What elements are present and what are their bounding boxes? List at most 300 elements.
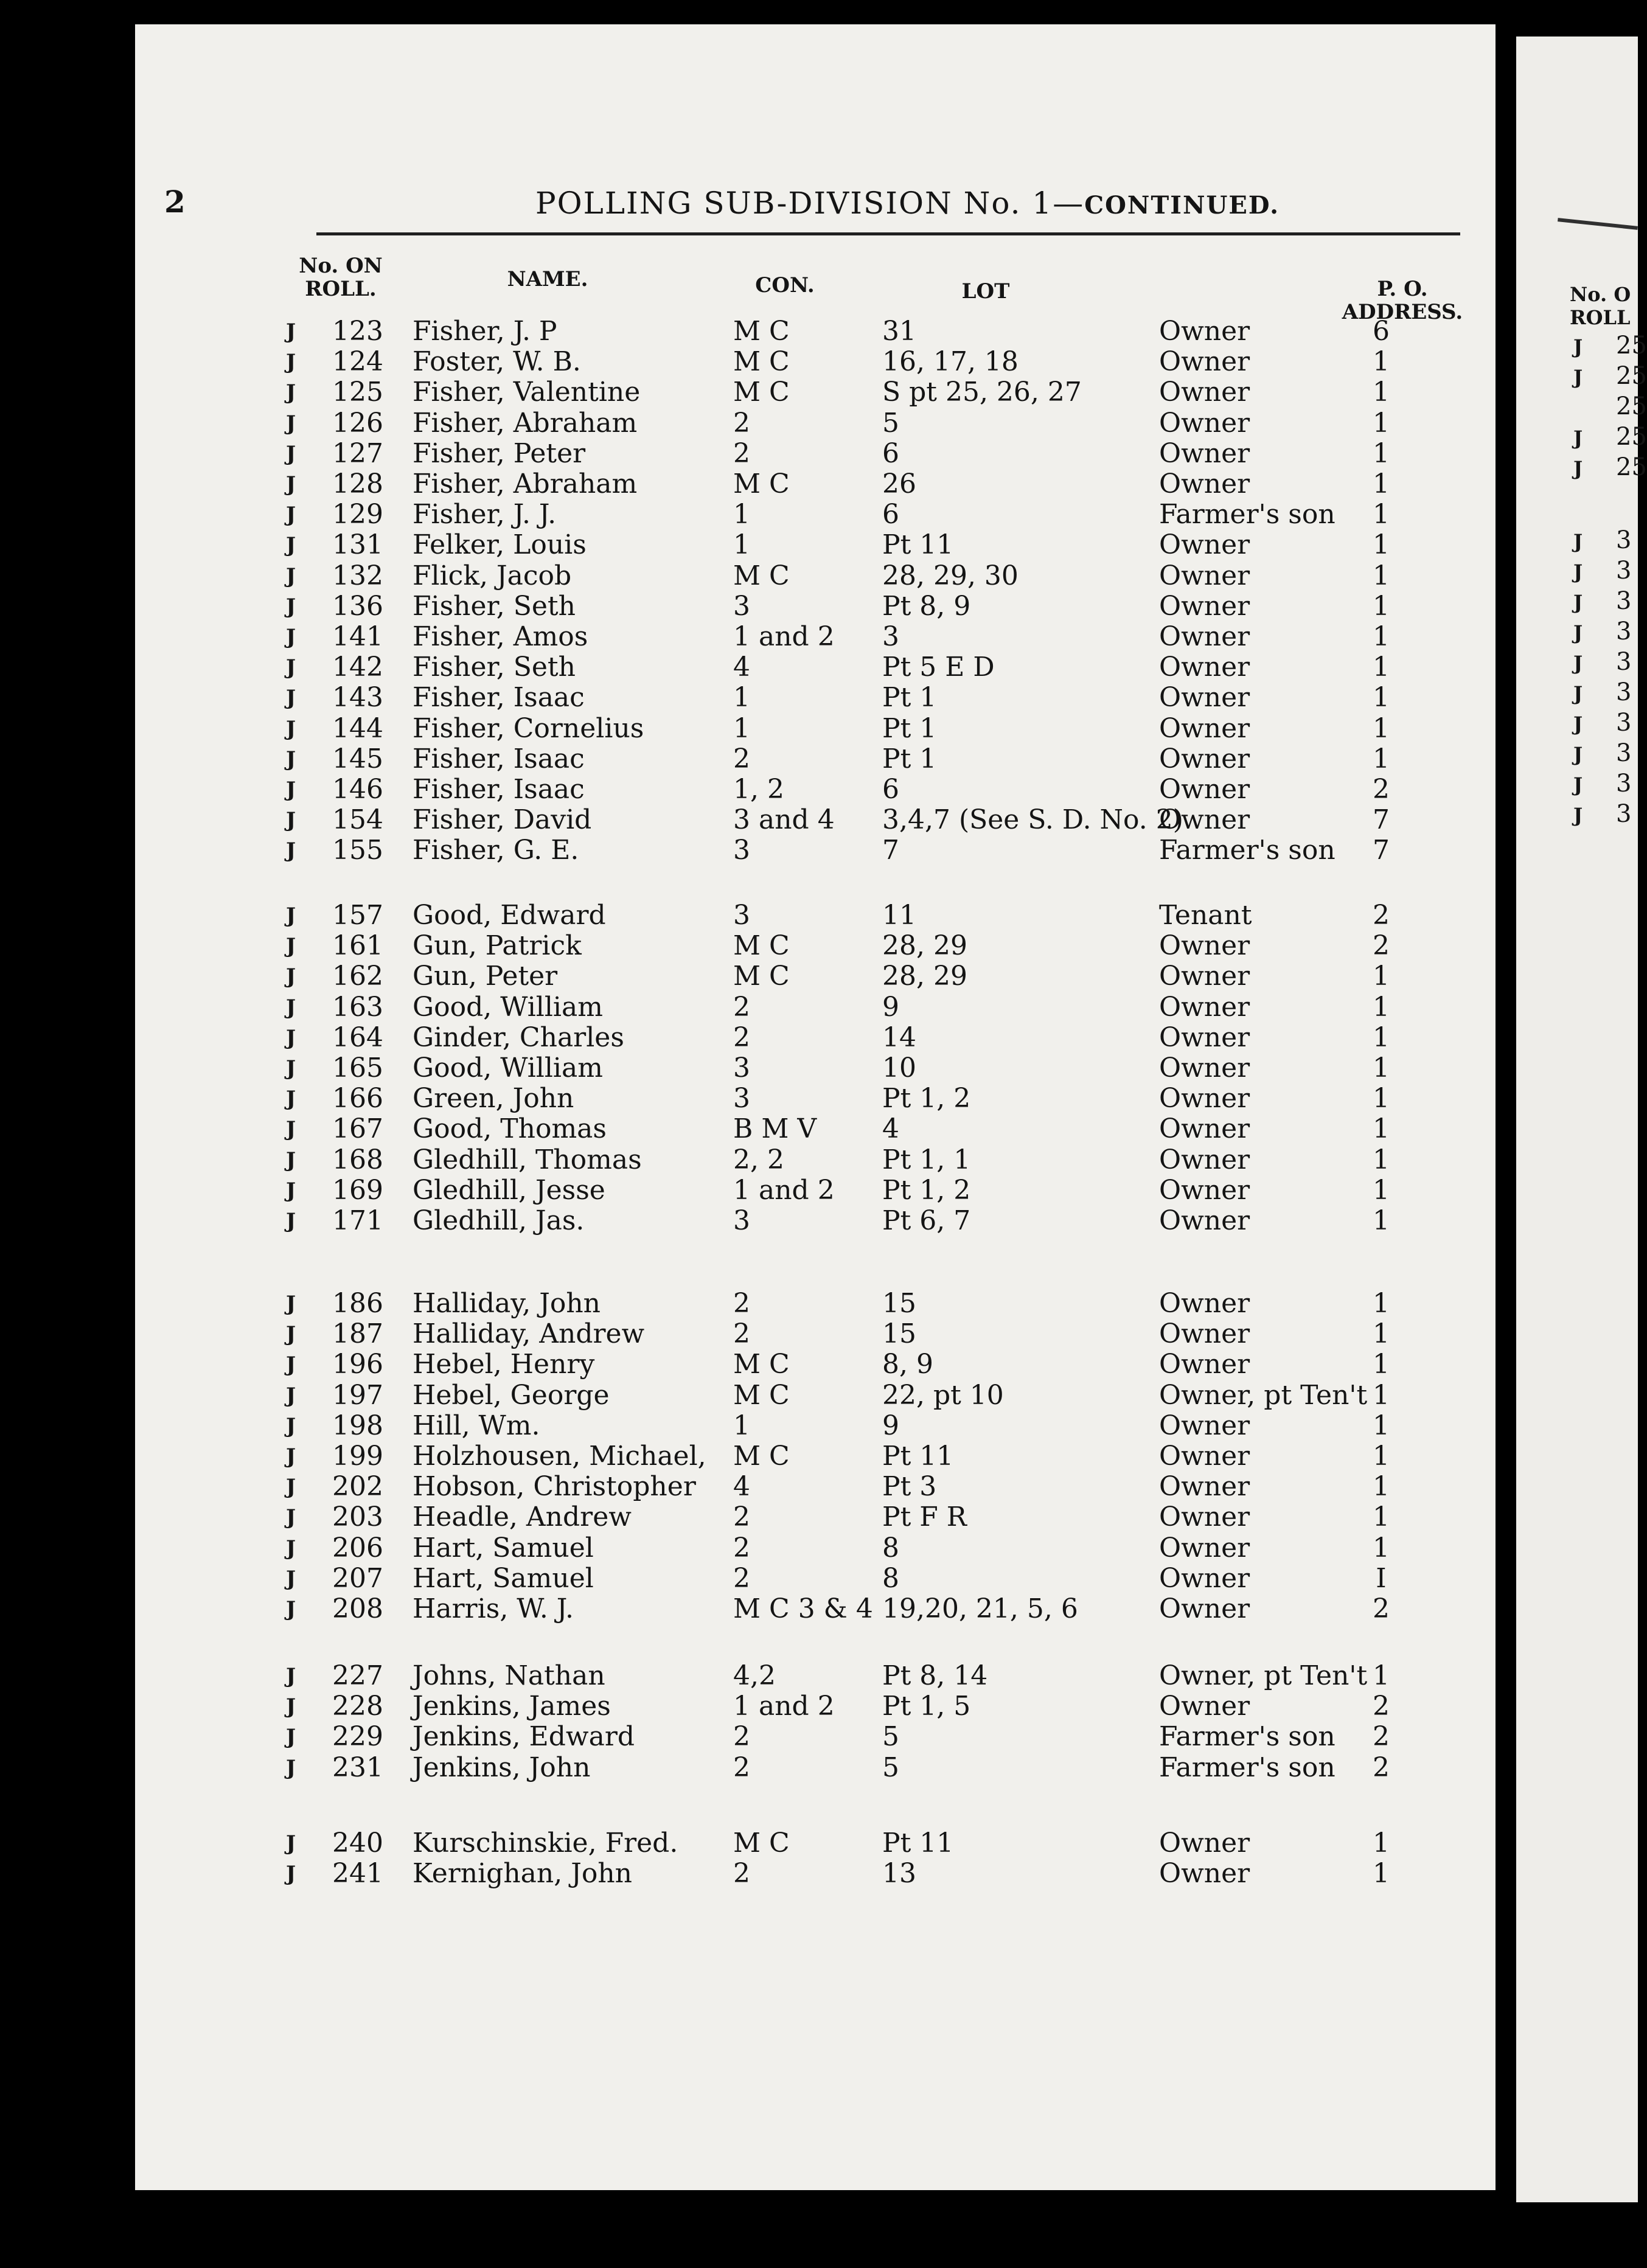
adjacent-juror-mark: J (1573, 743, 1583, 766)
table-row (0, 1502, 1638, 1532)
po-address: 2 (1373, 1721, 1390, 1753)
lot-number: 28, 29, 30 (882, 560, 1018, 591)
occupation: Owner (1159, 930, 1250, 962)
juror-mark: J (286, 1505, 296, 1530)
occupation: Owner (1159, 1144, 1250, 1175)
juror-mark: J (286, 777, 296, 802)
roll-number: 157 (332, 900, 383, 931)
occupation: Farmer's son (1159, 1721, 1335, 1753)
po-address: 1 (1373, 407, 1390, 439)
table-row (0, 1145, 1638, 1175)
concession: 3 (733, 900, 750, 931)
po-address: 1 (1373, 743, 1390, 774)
occupation: Owner, pt Ten't (1159, 1379, 1368, 1411)
roll-number: 208 (332, 1593, 383, 1624)
table-row (0, 992, 1638, 1023)
voter-name: Fisher, G. E. (413, 835, 579, 866)
juror-mark: J (286, 1383, 296, 1408)
table-row (0, 1114, 1638, 1144)
voter-name: Good, Thomas (413, 1113, 607, 1145)
occupation: Owner (1159, 437, 1250, 469)
voter-name: Johns, Nathan (413, 1660, 605, 1691)
voter-name: Fisher, J. P (413, 316, 557, 347)
concession: 2 (733, 743, 750, 774)
col-header-con: CON. (755, 273, 815, 297)
voter-name: Jenkins, Edward (413, 1721, 635, 1753)
juror-mark: J (286, 1322, 296, 1347)
table-row (0, 1828, 1638, 1859)
lot-number: 28, 29 (882, 930, 967, 962)
adjacent-roll-number: 25 (1616, 392, 1647, 420)
po-address: 2 (1373, 900, 1390, 931)
lot-number: 16, 17, 18 (882, 346, 1018, 378)
roll-number: 169 (332, 1174, 383, 1206)
lot-number: Pt F R (882, 1501, 967, 1533)
concession: 3 (733, 1083, 750, 1115)
table-row (0, 744, 1638, 774)
adjacent-juror-mark: J (1573, 652, 1583, 675)
concession: 2, 2 (733, 1144, 784, 1175)
juror-mark: J (286, 1413, 296, 1438)
voter-name: Good, William (413, 991, 603, 1023)
table-row (0, 469, 1638, 499)
po-address: 7 (1373, 835, 1390, 866)
header-rule (316, 232, 1460, 235)
concession: 2 (733, 1501, 750, 1533)
roll-number: 146 (332, 774, 383, 805)
roll-number: 202 (332, 1471, 383, 1503)
roll-number: 145 (332, 743, 383, 774)
table-row (0, 1411, 1638, 1441)
juror-mark: J (286, 1209, 296, 1233)
juror-mark: J (286, 1536, 296, 1560)
table-row (0, 530, 1638, 560)
roll-number: 229 (332, 1721, 383, 1753)
lot-number: Pt 11 (882, 1441, 954, 1472)
voter-name: Hart, Samuel (413, 1562, 594, 1594)
adjacent-row (1573, 453, 1647, 481)
voter-name: Fisher, Peter (413, 437, 586, 469)
table-row (0, 1441, 1638, 1472)
voter-name: Halliday, John (413, 1288, 601, 1319)
roll-number: 161 (332, 930, 383, 962)
occupation: Owner (1159, 316, 1250, 347)
juror-mark: J (286, 563, 296, 588)
juror-mark: J (286, 1831, 296, 1856)
lot-number: Pt 6, 7 (882, 1205, 971, 1236)
adjacent-row (1573, 423, 1647, 451)
occupation: Owner (1159, 1349, 1250, 1380)
adjacent-row (1573, 617, 1638, 645)
lot-number: Pt 8, 9 (882, 590, 971, 622)
roll-number: 187 (332, 1318, 383, 1350)
voter-name: Fisher, Cornelius (413, 712, 644, 744)
occupation: Owner (1159, 1828, 1250, 1859)
po-address: 1 (1373, 1052, 1390, 1084)
lot-number: 5 (882, 407, 899, 439)
roll-number: 162 (332, 961, 383, 992)
concession: 1 and 2 (733, 621, 835, 652)
lot-number: Pt 1, 5 (882, 1691, 971, 1722)
concession: M C (733, 377, 790, 408)
voter-name: Fisher, Seth (413, 652, 576, 683)
juror-mark: J (286, 934, 296, 959)
voter-name: Kurschinskie, Fred. (413, 1828, 678, 1859)
adjacent-roll-number: 3 (1616, 678, 1632, 706)
page-title (535, 186, 1280, 221)
roll-number: 186 (332, 1288, 383, 1319)
adjacent-row (1573, 362, 1647, 390)
roll-number: 129 (332, 499, 383, 530)
roll-number: 142 (332, 652, 383, 683)
adjacent-roll-number: 3 (1616, 709, 1632, 737)
occupation: Owner (1159, 1410, 1250, 1441)
occupation: Owner (1159, 407, 1250, 439)
occupation: Owner (1159, 652, 1250, 683)
adjacent-juror-mark: J (1573, 426, 1583, 450)
table-row (0, 774, 1638, 805)
roll-number: 206 (332, 1532, 383, 1564)
voter-name: Gun, Patrick (413, 930, 582, 962)
po-address: 1 (1373, 1205, 1390, 1236)
concession: 4,2 (733, 1660, 776, 1691)
lot-number: 4 (882, 1113, 899, 1145)
concession: 3 (733, 1052, 750, 1084)
concession: 2 (733, 1318, 750, 1350)
juror-mark: J (286, 1352, 296, 1377)
adjacent-roll-number: 3 (1616, 770, 1632, 798)
juror-mark: J (286, 1025, 296, 1050)
lot-number: 13 (882, 1858, 916, 1890)
voter-name: Fisher, Valentine (413, 377, 641, 408)
concession: 3 (733, 1205, 750, 1236)
lot-number: 3 (882, 621, 899, 652)
roll-number: 207 (332, 1562, 383, 1594)
occupation: Owner (1159, 1174, 1250, 1206)
adjacent-juror-mark: J (1573, 712, 1583, 736)
juror-mark: J (286, 838, 296, 863)
table-row (0, 1472, 1638, 1502)
lot-number: Pt 1 (882, 682, 937, 714)
juror-mark: J (286, 903, 296, 928)
adjacent-juror-mark: J (1573, 682, 1583, 705)
adjacent-roll-number: 3 (1616, 587, 1632, 615)
occupation: Owner (1159, 1858, 1250, 1890)
voter-name: Fisher, Abraham (413, 468, 638, 499)
voter-name: Hart, Samuel (413, 1532, 594, 1564)
po-address: 2 (1373, 1751, 1390, 1783)
po-address: 1 (1373, 1532, 1390, 1564)
roll-number: 171 (332, 1205, 383, 1236)
table-row (0, 1289, 1638, 1319)
concession: 2 (733, 1721, 750, 1753)
table-row (0, 900, 1638, 931)
po-address: 7 (1373, 804, 1390, 836)
col-header-po: P. O. ADDRESS. (1342, 277, 1463, 324)
roll-number: 227 (332, 1660, 383, 1691)
table-row (0, 499, 1638, 530)
lot-number: 6 (882, 499, 899, 530)
voter-name: Ginder, Charles (413, 1021, 624, 1053)
voter-name: Green, John (413, 1083, 574, 1115)
occupation: Owner (1159, 1471, 1250, 1503)
lot-number: 10 (882, 1052, 916, 1084)
po-address: 6 (1373, 316, 1390, 347)
occupation: Owner (1159, 774, 1250, 805)
po-address: 1 (1373, 590, 1390, 622)
po-address: 1 (1373, 1410, 1390, 1441)
lot-number: 15 (882, 1318, 916, 1350)
occupation: Owner (1159, 1691, 1250, 1722)
concession: M C (733, 316, 790, 347)
adjacent-roll-number: 25 (1616, 453, 1647, 481)
occupation: Owner (1159, 961, 1250, 992)
occupation: Farmer's son (1159, 1751, 1335, 1783)
lot-number: 5 (882, 1721, 899, 1753)
juror-mark: J (286, 625, 296, 649)
table-row (0, 683, 1638, 713)
table-row (0, 347, 1638, 377)
occupation: Owner (1159, 1562, 1250, 1594)
table-row (0, 652, 1638, 683)
juror-mark: J (286, 594, 296, 619)
po-address: 1 (1373, 529, 1390, 561)
adjacent-row (1573, 557, 1638, 585)
juror-mark: J (286, 1178, 296, 1203)
concession: 1 (733, 712, 750, 744)
concession: 2 (733, 1021, 750, 1053)
po-address: 2 (1373, 774, 1390, 805)
voter-name: Fisher, Isaac (413, 682, 585, 714)
juror-mark: J (286, 808, 296, 833)
adjacent-roll-number: 25 (1616, 332, 1647, 360)
adjacent-row (1573, 800, 1638, 828)
roll-number: 231 (332, 1751, 383, 1783)
voter-name: Holzhousen, Michael, (413, 1441, 706, 1472)
table-row (0, 835, 1638, 866)
concession: 3 (733, 590, 750, 622)
table-row (0, 961, 1638, 992)
po-address: 1 (1373, 346, 1390, 378)
col-header-name: NAME. (507, 267, 588, 291)
lot-number: Pt 1 (882, 712, 937, 744)
juror-mark: J (286, 1694, 296, 1719)
voter-name: Jenkins, James (413, 1691, 611, 1722)
table-row (0, 805, 1638, 835)
lot-number: Pt 1, 2 (882, 1174, 971, 1206)
occupation: Farmer's son (1159, 499, 1335, 530)
voter-name: Felker, Louis (413, 529, 587, 561)
roll-number: 168 (332, 1144, 383, 1175)
lot-number: 19,20, 21, 5, 6 (882, 1593, 1078, 1624)
concession: M C (733, 1379, 790, 1411)
occupation: Owner (1159, 468, 1250, 499)
occupation: Owner (1159, 1113, 1250, 1145)
po-address: 1 (1373, 991, 1390, 1023)
voter-name: Fisher, Abraham (413, 407, 638, 439)
table-row (0, 1859, 1638, 1889)
po-address: 1 (1373, 1858, 1390, 1890)
po-address: 2 (1373, 1691, 1390, 1722)
occupation: Owner (1159, 1501, 1250, 1533)
adjacent-row (1573, 332, 1647, 360)
lot-number: 8 (882, 1532, 899, 1564)
lot-number: Pt 1, 2 (882, 1083, 971, 1115)
voter-name: Fisher, J. J. (413, 499, 557, 530)
occupation: Owner (1159, 1441, 1250, 1472)
adjacent-juror-mark: J (1573, 621, 1583, 644)
concession: 2 (733, 991, 750, 1023)
lot-number: S pt 25, 26, 27 (882, 377, 1082, 408)
po-address: 1 (1373, 682, 1390, 714)
concession: 4 (733, 652, 750, 683)
concession: 2 (733, 1562, 750, 1594)
po-address: 1 (1373, 1349, 1390, 1380)
po-address: 1 (1373, 1441, 1390, 1472)
juror-mark: J (286, 1597, 296, 1621)
juror-mark: J (286, 716, 296, 741)
concession: M C (733, 346, 790, 378)
lot-number: 28, 29 (882, 961, 967, 992)
concession: M C (733, 560, 790, 591)
adjacent-juror-mark: J (1573, 773, 1583, 796)
roll-number: 126 (332, 407, 383, 439)
roll-number: 144 (332, 712, 383, 744)
po-address: 1 (1373, 560, 1390, 591)
juror-mark: J (286, 1862, 296, 1887)
concession: 1 (733, 529, 750, 561)
table-row (0, 622, 1638, 652)
roll-number: 123 (332, 316, 383, 347)
voter-name: Fisher, Seth (413, 590, 576, 622)
adjacent-page-header: No. O ROLL (1570, 283, 1631, 329)
po-address: 1 (1373, 1379, 1390, 1411)
title-main: POLLING SUB-DIVISION No. 1— (535, 186, 1085, 221)
occupation: Farmer's son (1159, 835, 1335, 866)
adjacent-juror-mark: J (1573, 560, 1583, 583)
voter-name: Fisher, Isaac (413, 774, 585, 805)
juror-mark: J (286, 1056, 296, 1080)
occupation: Owner (1159, 712, 1250, 744)
voter-name: Headle, Andrew (413, 1501, 632, 1533)
table-row (0, 1661, 1638, 1691)
voter-name: Fisher, Amos (413, 621, 588, 652)
concession: 1, 2 (733, 774, 784, 805)
occupation: Owner (1159, 1318, 1250, 1350)
voter-name: Kernighan, John (413, 1858, 633, 1890)
po-address: 1 (1373, 1113, 1390, 1145)
table-row (0, 1319, 1638, 1349)
occupation: Owner (1159, 1052, 1250, 1084)
adjacent-roll-number: 3 (1616, 648, 1632, 676)
adjacent-roll-number: 3 (1616, 617, 1632, 645)
po-address: 2 (1373, 1593, 1390, 1624)
voter-name: Hebel, George (413, 1379, 610, 1411)
juror-mark: J (286, 1664, 296, 1688)
po-address: 1 (1373, 1660, 1390, 1691)
concession: M C (733, 930, 790, 962)
po-address: 2 (1373, 930, 1390, 962)
roll-number: 154 (332, 804, 383, 836)
juror-mark: J (286, 1444, 296, 1469)
roll-number: 125 (332, 377, 383, 408)
concession: 2 (733, 1751, 750, 1783)
po-address: 1 (1373, 1318, 1390, 1350)
occupation: Owner, pt Ten't (1159, 1660, 1368, 1691)
roll-number: 163 (332, 991, 383, 1023)
occupation: Owner (1159, 804, 1250, 836)
table-row (0, 1594, 1638, 1624)
occupation: Owner (1159, 377, 1250, 408)
po-address: 1 (1373, 961, 1390, 992)
col-header-lot: LOT (961, 279, 1010, 304)
title-continued: CONTINUED. (1084, 191, 1280, 220)
table-row (0, 1206, 1638, 1236)
po-address: 1 (1373, 1144, 1390, 1175)
roll-number: 131 (332, 529, 383, 561)
occupation: Tenant (1159, 900, 1252, 931)
roll-number: 203 (332, 1501, 383, 1533)
occupation: Owner (1159, 991, 1250, 1023)
adjacent-roll-number: 25 (1616, 362, 1647, 390)
table-row (0, 1722, 1638, 1752)
concession: 1 (733, 682, 750, 714)
adjacent-juror-mark: J (1573, 366, 1583, 389)
page-number: 2 (164, 184, 186, 220)
adjacent-juror-mark: J (1573, 335, 1583, 358)
table-row (0, 377, 1638, 408)
adjacent-row (1573, 709, 1638, 737)
table-row (0, 714, 1638, 744)
adjacent-juror-mark: J (1573, 591, 1583, 614)
adjacent-row (1573, 770, 1638, 798)
occupation: Owner (1159, 529, 1250, 561)
juror-mark: J (286, 380, 296, 405)
voter-name: Hill, Wm. (413, 1410, 540, 1441)
juror-mark: J (286, 1475, 296, 1500)
lot-number: Pt 1 (882, 743, 937, 774)
occupation: Owner (1159, 1021, 1250, 1053)
table-row (0, 1084, 1638, 1114)
roll-number: 143 (332, 682, 383, 714)
table-row (0, 439, 1638, 469)
lot-number: Pt 11 (882, 529, 954, 561)
concession: 4 (733, 1471, 750, 1503)
roll-number: 199 (332, 1441, 383, 1472)
voter-name: Jenkins, John (413, 1751, 591, 1783)
voter-name: Flick, Jacob (413, 560, 572, 591)
po-address: 1 (1373, 1828, 1390, 1859)
po-address: 1 (1373, 1174, 1390, 1206)
occupation: Owner (1159, 621, 1250, 652)
roll-number: 141 (332, 621, 383, 652)
roll-number: 164 (332, 1021, 383, 1053)
juror-mark: J (286, 686, 296, 711)
concession: 2 (733, 1532, 750, 1564)
occupation: Owner (1159, 682, 1250, 714)
table-row (0, 316, 1638, 347)
table-row (0, 1023, 1638, 1053)
adjacent-roll-number: 3 (1616, 526, 1632, 554)
adjacent-roll-number: 3 (1616, 800, 1632, 828)
juror-mark: J (286, 655, 296, 680)
po-address: 1 (1373, 652, 1390, 683)
table-row (0, 1564, 1638, 1594)
voter-name: Fisher, David (413, 804, 592, 836)
lot-number: 5 (882, 1751, 899, 1783)
voter-name: Gun, Peter (413, 961, 558, 992)
po-address: 1 (1373, 1083, 1390, 1115)
